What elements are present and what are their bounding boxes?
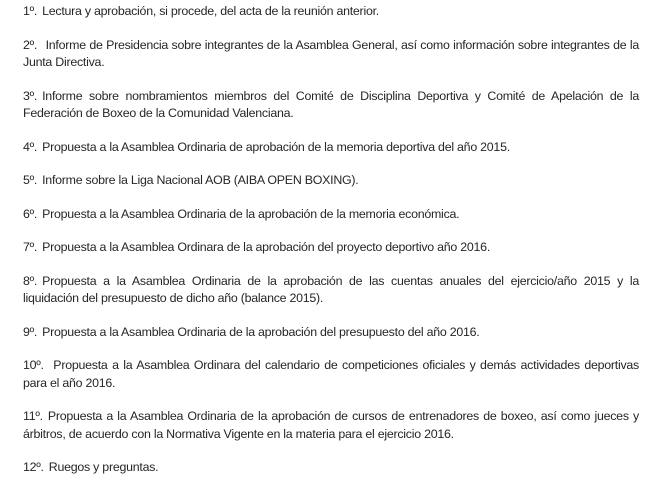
item-text: Propuesta a la Asamblea Ordinaria de aprobación de la memoria deportiva del año 2015. xyxy=(42,139,510,154)
agenda-item-11 xyxy=(23,408,639,443)
agenda-item-5 xyxy=(23,172,639,190)
item-text: Propuesta a la Asamblea Ordinaria de la aprobación de cursos de entrenadores de boxeo, así como jueces y árbitros, de acuerdo con la Normativa Vigente en la materia para el ejercicio 2016. xyxy=(23,409,639,441)
item-text: Ruegos y preguntas. xyxy=(48,460,159,474)
agenda-item-9 xyxy=(23,324,639,342)
item-number: 9º. xyxy=(23,324,38,339)
agenda-item-10 xyxy=(23,357,639,392)
item-number: 1º. xyxy=(23,4,38,18)
item-text: Propuesta a la Asamblea Ordinaria de la aprobación del presupuesto del año 2016. xyxy=(42,324,480,339)
item-number: 8º. xyxy=(23,273,38,288)
agenda-item-4 xyxy=(23,139,639,157)
agenda-item-1 xyxy=(23,3,639,21)
item-number: 11º. xyxy=(23,409,43,423)
item-number: 3º. xyxy=(23,88,38,103)
item-number: 5º. xyxy=(23,173,38,187)
item-text: Informe sobre nombramientos miembros del Comité de Disciplina Deportiva y Comité de Apelación de la Federación de Boxeo de la Comunidad Valenciana. xyxy=(23,88,639,120)
agenda-item-12 xyxy=(23,459,639,477)
item-text: Lectura y aprobación, si procede, del acta de la reunión anterior. xyxy=(42,4,379,18)
item-text: Propuesta a la Asamblea Ordinaria de la aprobación de la memoria económica. xyxy=(42,206,460,221)
agenda-item-3 xyxy=(23,88,639,123)
item-number: 12º. xyxy=(23,460,44,474)
item-text: Propuesta a la Asamblea Ordinara de la aprobación del proyecto deportivo año 2016. xyxy=(42,240,491,254)
item-text: Informe de Presidencia sobre integrantes de la Asamblea General, así como información sobre integrantes de la Junta Directiva. xyxy=(23,37,639,69)
item-number: 10º. xyxy=(23,358,44,372)
item-number: 6º. xyxy=(23,206,38,221)
agenda-item-8 xyxy=(23,273,639,308)
item-number: 7º. xyxy=(23,240,38,254)
agenda-item-7 xyxy=(23,239,639,257)
item-text: Propuesta a la Asamblea Ordinaria de la aprobación de las cuentas anuales del ejercicio/año 2015 y la liquidación del presupuesto de dicho año (balance 2015). xyxy=(23,273,639,305)
item-text: Propuesta a la Asamblea Ordinara del calendario de competiciones oficiales y demás actividades deportivas para el año 2016. xyxy=(23,358,639,390)
item-number: 2º. xyxy=(23,37,38,52)
item-number: 4º. xyxy=(23,139,38,154)
agenda-item-2 xyxy=(23,37,639,72)
agenda-document xyxy=(23,3,639,493)
item-text: Informe sobre la Liga Nacional AOB (AIBA OPEN BOXING). xyxy=(42,173,359,187)
agenda-item-6 xyxy=(23,206,639,224)
